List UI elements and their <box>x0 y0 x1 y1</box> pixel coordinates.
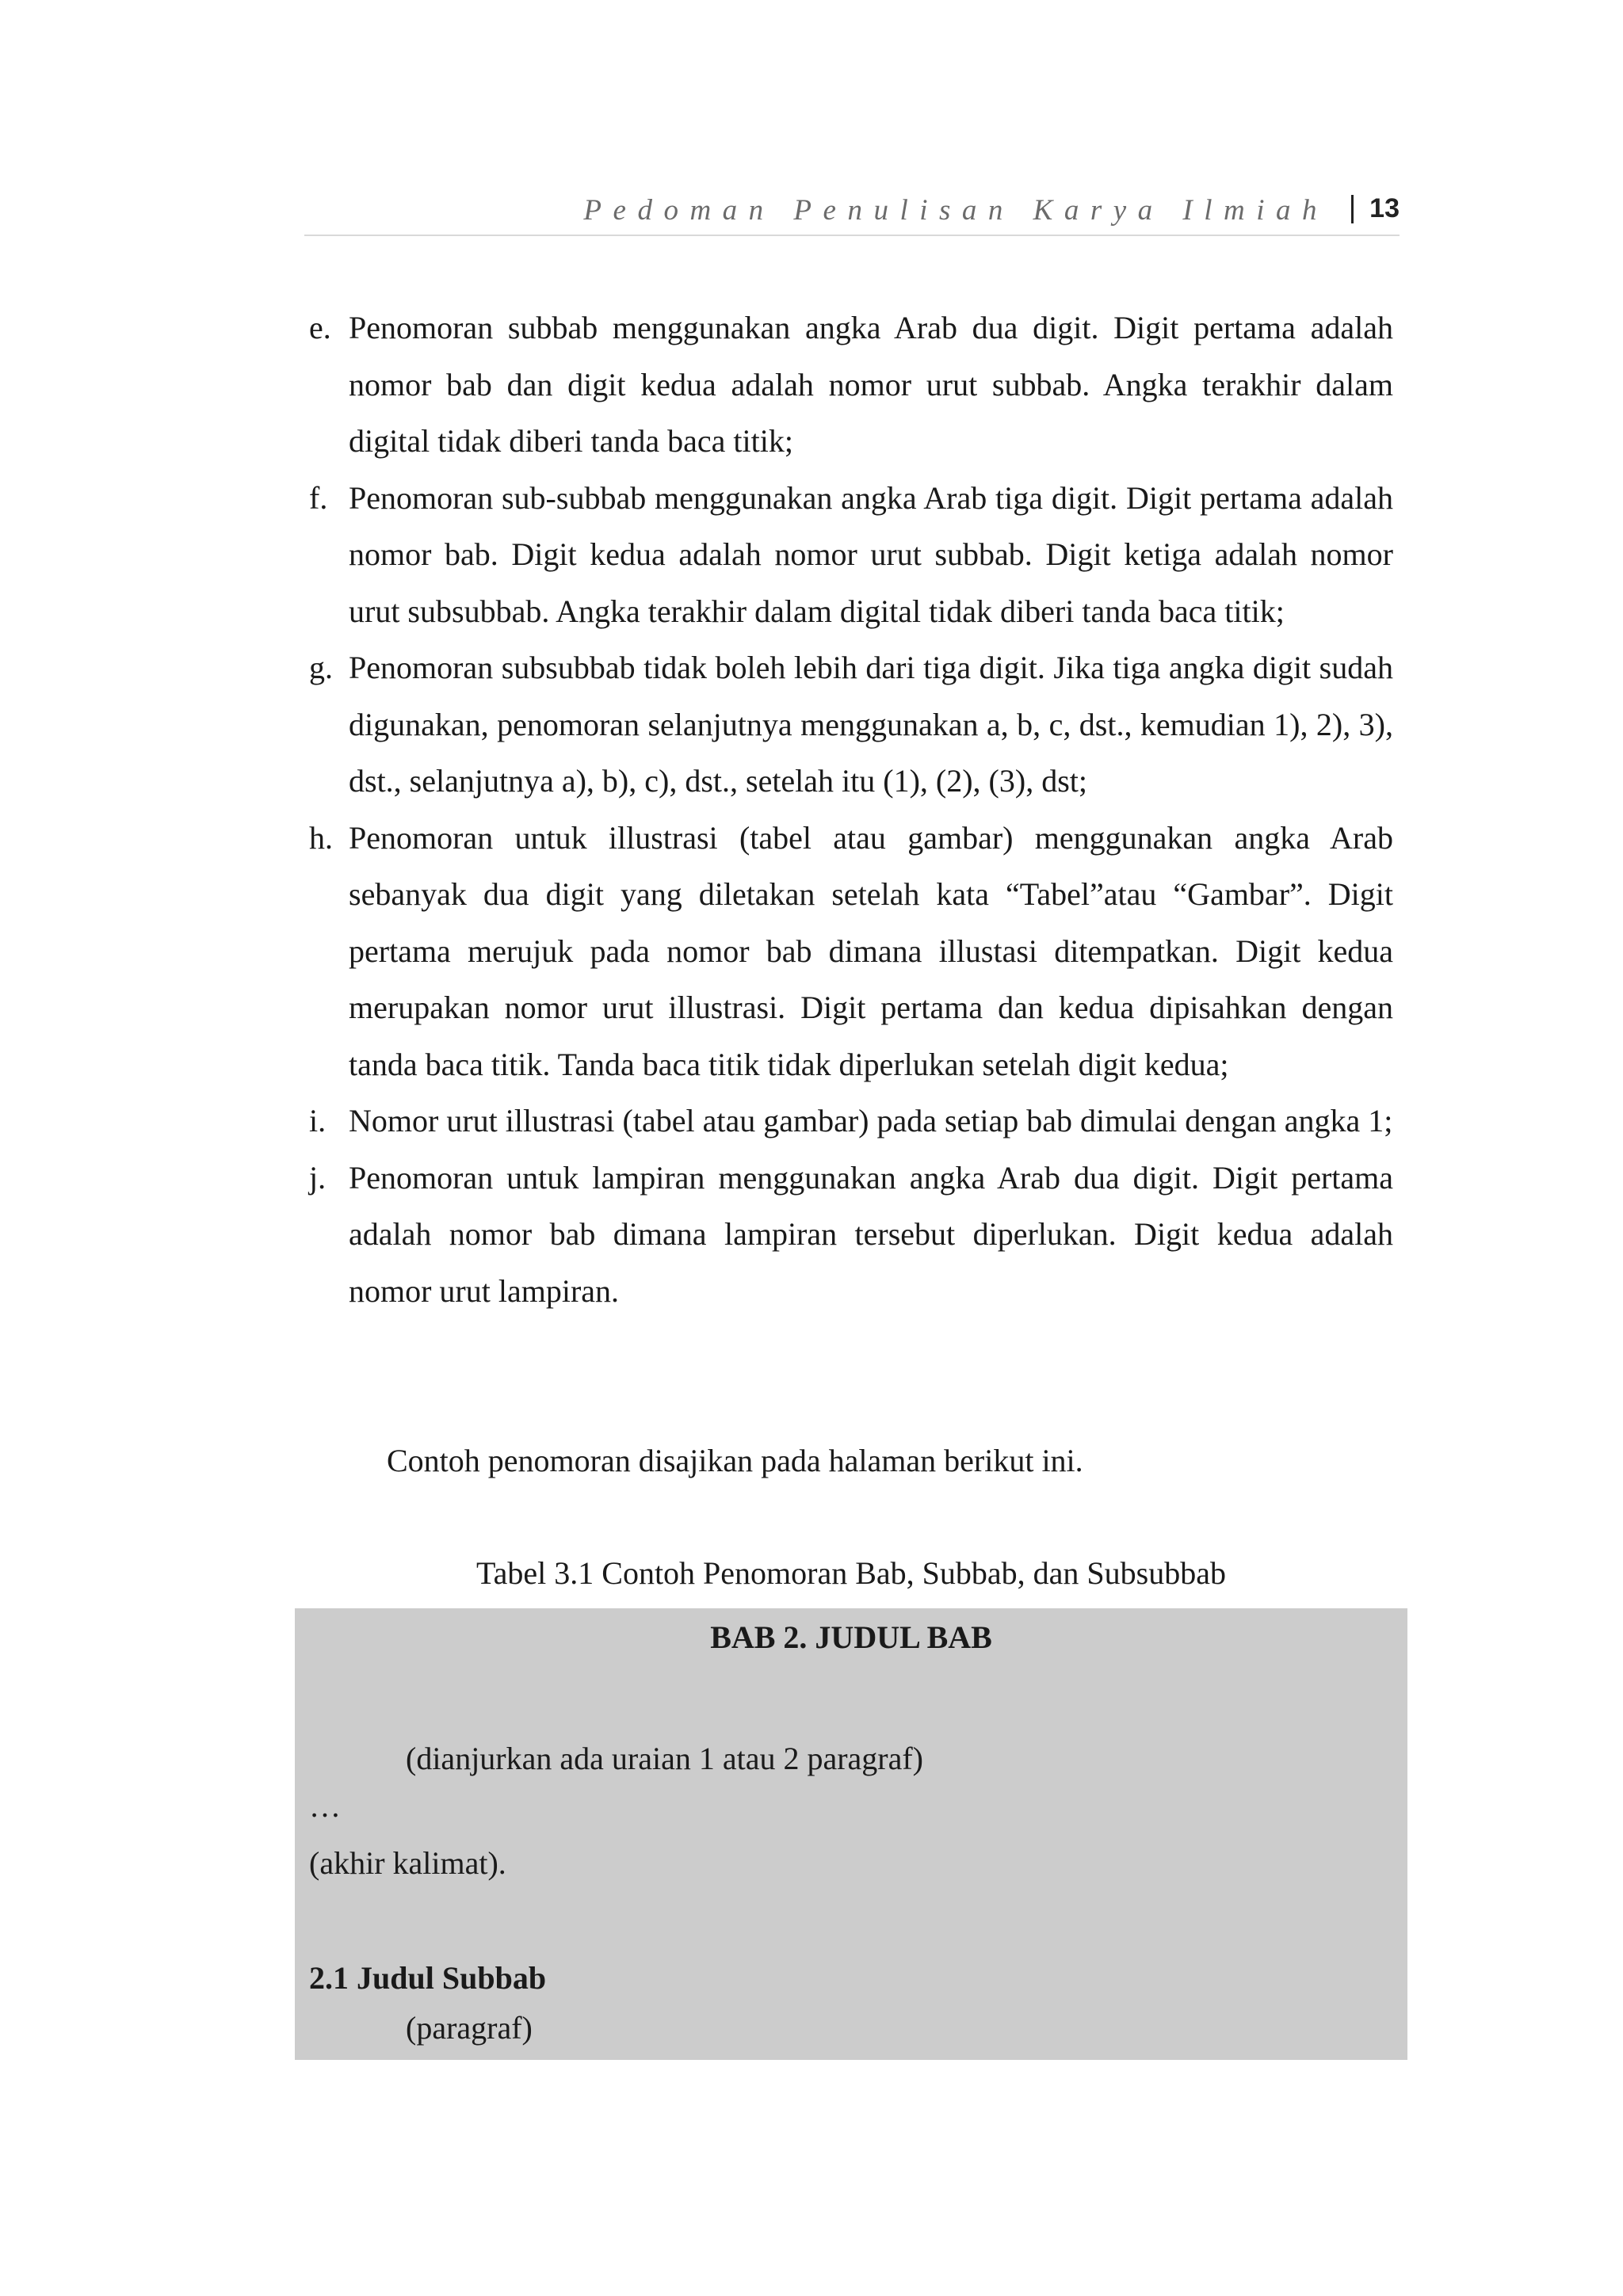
page-number: 13 <box>1369 193 1400 223</box>
list-item <box>309 470 1393 640</box>
header-separator <box>1351 195 1354 223</box>
table-caption: Tabel 3.1 Contoh Penomoran Bab, Subbab, dan Subsubbab <box>476 1555 1226 1591</box>
paragraph-hint: (dianjurkan ada uraian 1 atau 2 paragraf) <box>406 1741 923 1776</box>
list-item-text: Nomor urut illustrasi (tabel atau gambar) pada setiap bab dimulai dengan angka 1; <box>349 1103 1393 1138</box>
page-header <box>304 190 1400 236</box>
sentence-end: (akhir kalimat). <box>309 1845 506 1881</box>
list-marker: e. <box>309 310 331 345</box>
list-item-text: Penomoran subsubbab tidak boleh lebih dari tiga digit. Jika tiga angka digit sudah digunakan, penomoran selanjutnya menggunakan a, b, c, dst., kemudian 1), 2), 3), dst., selanjutnya a), b), c), dst., setelah itu (1), (2), (3), dst; <box>349 650 1393 799</box>
list-marker: g. <box>309 650 333 685</box>
list-item-text: Penomoran untuk lampiran menggunakan angka Arab dua digit. Digit pertama adalah nomor bab dimana lampiran tersebut diperlukan. Digit kedua adalah nomor urut lampiran. <box>349 1159 1393 1309</box>
list-item-text: Penomoran untuk illustrasi (tabel atau gambar) menggunakan angka Arab sebanyak dua digit yang diletakan setelah kata “Tabel”atau “Gambar”. Digit pertama merujuk pada nomor bab dimana illustasi ditempatkan. Digit kedua merupakan nomor urut illustrasi. Digit pertama dan kedua dipisahkan dengan tanda baca titik. Tanda baca titik tidak diperlukan setelah digit kedua; <box>349 819 1393 1082</box>
example-box <box>295 1608 1407 2060</box>
subchapter-hint: (paragraf) <box>406 2010 533 2046</box>
list-item-text: Penomoran sub-subbab menggunakan angka Arab tiga digit. Digit pertama adalah nomor bab. Digit kedua adalah nomor urut subbab. Digit ketiga adalah nomor urut subsubbab. Angka terakhir dalam digital tidak diberi tanda baca titik; <box>349 479 1393 629</box>
numbering-rules-list <box>309 299 1393 1319</box>
list-item <box>309 810 1393 1093</box>
list-marker: f. <box>309 479 328 516</box>
list-item <box>309 1093 1393 1150</box>
list-item <box>309 1150 1393 1320</box>
header-title: Pedoman Penulisan Karya Ilmiah <box>583 194 1328 227</box>
chapter-title: BAB 2. JUDUL BAB <box>710 1619 992 1655</box>
list-marker: j. <box>309 1159 327 1196</box>
list-marker: h. <box>309 819 333 856</box>
ellipsis: … <box>309 1788 341 1824</box>
intro-paragraph: Contoh penomoran disajikan pada halaman berikut ini. <box>387 1443 1083 1478</box>
list-item-text: Penomoran subbab menggunakan angka Arab dua digit. Digit pertama adalah nomor bab dan digit kedua adalah nomor urut subbab. Angka terakhir dalam digital tidak diberi tanda baca titik; <box>349 310 1393 459</box>
subchapter-title: 2.1 Judul Subbab <box>309 1960 547 1996</box>
list-item <box>309 639 1393 810</box>
list-marker: i. <box>309 1103 327 1138</box>
list-item <box>309 299 1393 470</box>
